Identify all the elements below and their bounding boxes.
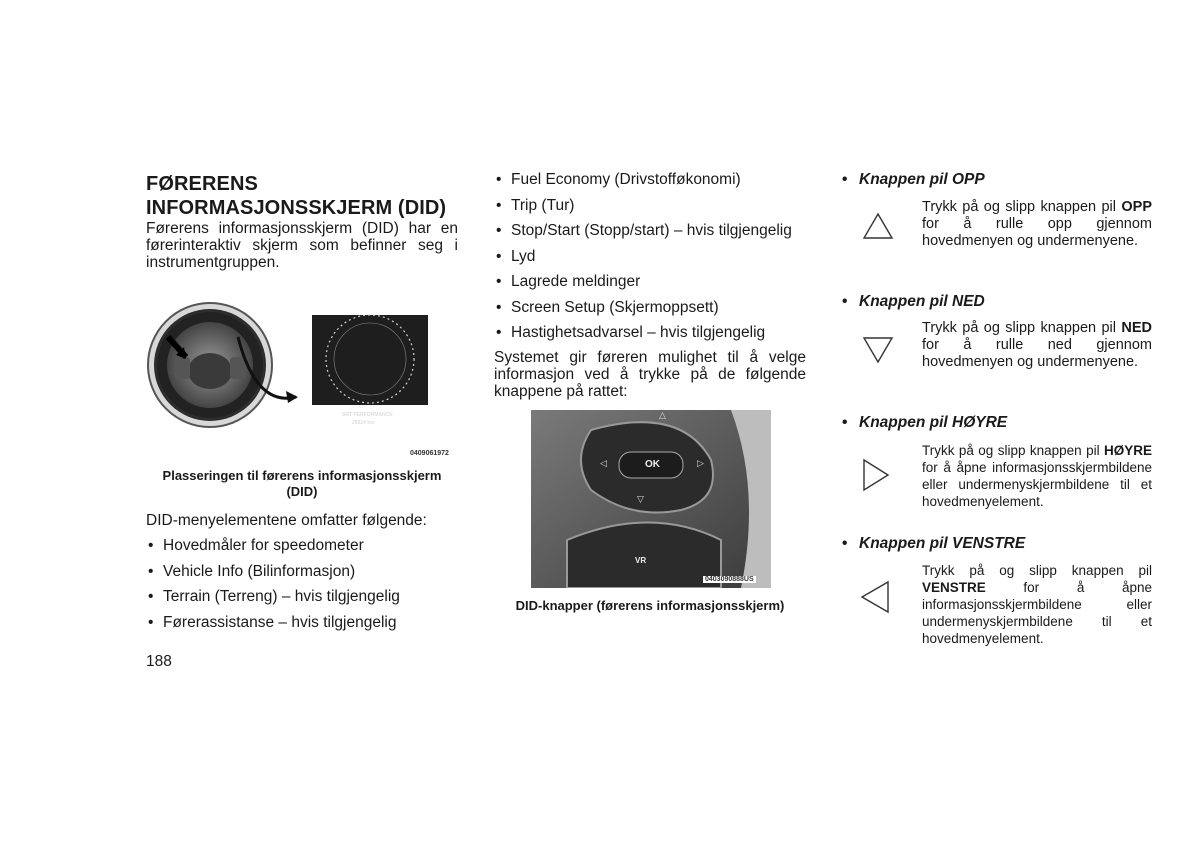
figure2-caption: DID-knapper (førerens informasjonsskjerm): [515, 598, 785, 613]
intro-paragraph: Førerens informasjonsskjerm (DID) har en førerinteraktiv skjerm som befinner seg i instrumentgruppen.: [146, 220, 458, 271]
heading-line-1: FØRERENS: [146, 173, 258, 195]
right-title-text: Knappen pil HØYRE: [859, 414, 1008, 431]
list-item: • Terrain (Terreng) – hvis tilgjengelig: [146, 588, 458, 614]
desc-text: for å åpne informasjonsskjermbildene eller undermenyskjermbildene til et hovedmenyelement.: [922, 580, 1152, 646]
steering-wheel-cluster-illustration: [146, 297, 458, 457]
arrow-up-icon: [862, 212, 894, 240]
list-item: • Hastighetsadvarsel – hvis tilgjengelig: [494, 324, 806, 350]
desc-text: Trykk på og slipp knappen pil: [922, 563, 1152, 578]
right-button-title: [842, 414, 1007, 432]
down-title-text: Knappen pil NED: [859, 293, 985, 310]
intro-column: [146, 172, 458, 457]
arrow-left-icon: [860, 580, 890, 614]
list-item: • Fuel Economy (Drivstofføkonomi): [494, 171, 806, 197]
figure1-caption-line1: Plasseringen til førerens informasjonsskjerm: [162, 468, 442, 483]
list-item: • Trip (Tur): [494, 197, 806, 223]
right-button-description: [922, 442, 1152, 510]
desc-text: Trykk på og slipp knappen pil: [922, 320, 1122, 336]
svg-text:△: △: [659, 411, 666, 421]
list-item: • Screen Setup (Skjermoppsett): [494, 299, 806, 325]
svg-text:▷: ▷: [697, 459, 704, 469]
arrow-right-icon: [862, 458, 890, 492]
svg-text:◁: ◁: [600, 459, 607, 469]
list-item: • Stop/Start (Stopp/start) – hvis tilgjengelig: [494, 222, 806, 248]
list-item: • Vehicle Info (Bilinformasjon): [146, 563, 458, 589]
bullet-icon: •: [842, 171, 848, 188]
figure2-code: 0403090888US: [705, 576, 754, 583]
desc-text: for å åpne informasjonsskjermbildene eller undermenyskjermbildene til et hovedmenyelement.: [922, 460, 1152, 509]
bullet-icon: •: [842, 414, 848, 431]
menu-list-1: [146, 537, 458, 639]
left-title-text: Knappen pil VENSTRE: [859, 535, 1026, 552]
heading-line-2: INFORMASJONSSKJERM (DID): [146, 197, 447, 219]
up-title-text: Knappen pil OPP: [859, 171, 985, 188]
up-button-title: [842, 171, 985, 189]
figure1-caption-line2: (DID): [286, 484, 318, 499]
list-item: • Lyd: [494, 248, 806, 274]
desc-text: Trykk på og slipp knappen pil: [922, 199, 1122, 215]
system-paragraph: Systemet gir føreren mulighet til å velge informasjon ved å trykke på de følgende knappene på rattet:: [494, 349, 806, 400]
figure1-caption: [146, 468, 458, 500]
list-item: • Lagrede meldinger: [494, 273, 806, 299]
page-number: 188: [146, 653, 172, 670]
left-button-title: [842, 535, 1025, 553]
arrow-down-icon: [862, 336, 894, 364]
desc-key: NED: [1121, 320, 1152, 336]
desc-key: OPP: [1121, 199, 1152, 215]
desc-key: HØYRE: [1103, 443, 1152, 458]
list-item: • Førerassistanse – hvis tilgjengelig: [146, 614, 458, 640]
down-button-description: [922, 320, 1152, 371]
display-text-2: 25024 km: [352, 420, 375, 426]
steering-buttons-illustration: [531, 410, 771, 588]
down-button-title: [842, 293, 985, 311]
bullet-icon: •: [842, 535, 848, 552]
svg-text:▽: ▽: [637, 495, 644, 505]
desc-key: VENSTRE: [922, 580, 986, 595]
section-heading: [146, 172, 458, 220]
did-location-figure: [146, 297, 458, 457]
desc-text: Trykk på og slipp knappen pil: [922, 443, 1104, 458]
desc-text: for å rulle opp gjennom hovedmenyen og undermenyene.: [922, 216, 1152, 249]
up-button-description: [922, 199, 1152, 250]
display-text-1: SRT PERFORMANCE: [342, 412, 393, 418]
vr-label: VR: [635, 556, 647, 565]
desc-text: for å rulle ned gjennom hovedmenyen og undermenyene.: [922, 337, 1152, 370]
list-item: • Hovedmåler for speedometer: [146, 537, 458, 563]
bullet-icon: •: [842, 293, 848, 310]
figure1-code: 0409061972: [410, 450, 449, 457]
ok-label: OK: [645, 459, 660, 470]
menu-lead: DID-menyelementene omfatter følgende:: [146, 512, 427, 529]
left-button-description: [922, 562, 1152, 647]
did-buttons-figure: [531, 410, 771, 588]
menu-list-2: [494, 171, 806, 350]
